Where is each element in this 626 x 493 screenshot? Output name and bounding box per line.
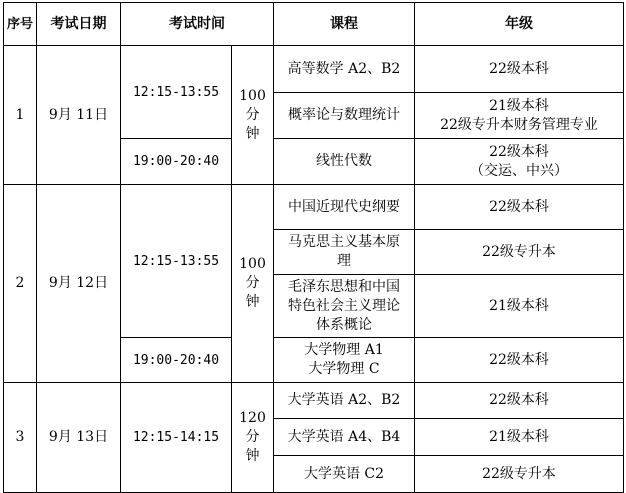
course-name: 大学英语 C2 — [274, 456, 415, 493]
grade-level: 21级本科 — [415, 275, 624, 338]
grade-level: 22级本科 — [415, 338, 624, 383]
exam-date: 9月 12日 — [37, 185, 121, 383]
header-row — [4, 3, 624, 46]
exam-time: 12:15-14:15 — [121, 383, 232, 493]
course-name: 大学英语 A4、B4 — [274, 419, 415, 456]
exam-time: 19:00-20:40 — [121, 139, 232, 185]
exam-time: 12:15-13:55 — [121, 185, 232, 338]
header-grade: 年级 — [415, 3, 624, 46]
exam-duration: 100 分 钟 — [232, 185, 274, 383]
course-name: 大学英语 A2、B2 — [274, 383, 415, 419]
table-body — [4, 46, 624, 493]
table-row — [4, 383, 624, 419]
course-name: 毛泽东思想和中国 特色社会主义理论 体系概论 — [274, 275, 415, 338]
exam-number: 1 — [4, 46, 37, 185]
table-row — [4, 185, 624, 230]
course-name: 大学物理 A1 大学物理 C — [274, 338, 415, 383]
exam-date: 9月 11日 — [37, 46, 121, 185]
exam-time: 12:15-13:55 — [121, 46, 232, 139]
exam-date: 9月 13日 — [37, 383, 121, 493]
exam-schedule-table — [3, 2, 624, 493]
grade-level: 21级本科 — [415, 419, 624, 456]
exam-number: 2 — [4, 185, 37, 383]
grade-level: 22级本科 （交运、中兴） — [415, 139, 624, 185]
header-course: 课程 — [274, 3, 415, 46]
course-name: 高等数学 A2、B2 — [274, 46, 415, 93]
table-row — [4, 46, 624, 93]
header-date: 考试日期 — [37, 3, 121, 46]
grade-level: 22级专升本 — [415, 456, 624, 493]
course-name: 马克思主义基本原 理 — [274, 230, 415, 275]
exam-number: 3 — [4, 383, 37, 493]
grade-level: 22级本科 — [415, 46, 624, 93]
grade-level: 22级本科 — [415, 383, 624, 419]
course-name: 中国近现代史纲要 — [274, 185, 415, 230]
grade-level: 22级专升本 — [415, 230, 624, 275]
header-no: 序号 — [4, 3, 37, 46]
exam-duration: 120 分 钟 — [232, 383, 274, 493]
grade-level: 21级本科 22级专升本财务管理专业 — [415, 93, 624, 139]
course-name: 概率论与数理统计 — [274, 93, 415, 139]
header-time: 考试时间 — [121, 3, 274, 46]
grade-level: 22级本科 — [415, 185, 624, 230]
exam-time: 19:00-20:40 — [121, 338, 232, 383]
exam-duration: 100 分 钟 — [232, 46, 274, 185]
course-name: 线性代数 — [274, 139, 415, 185]
